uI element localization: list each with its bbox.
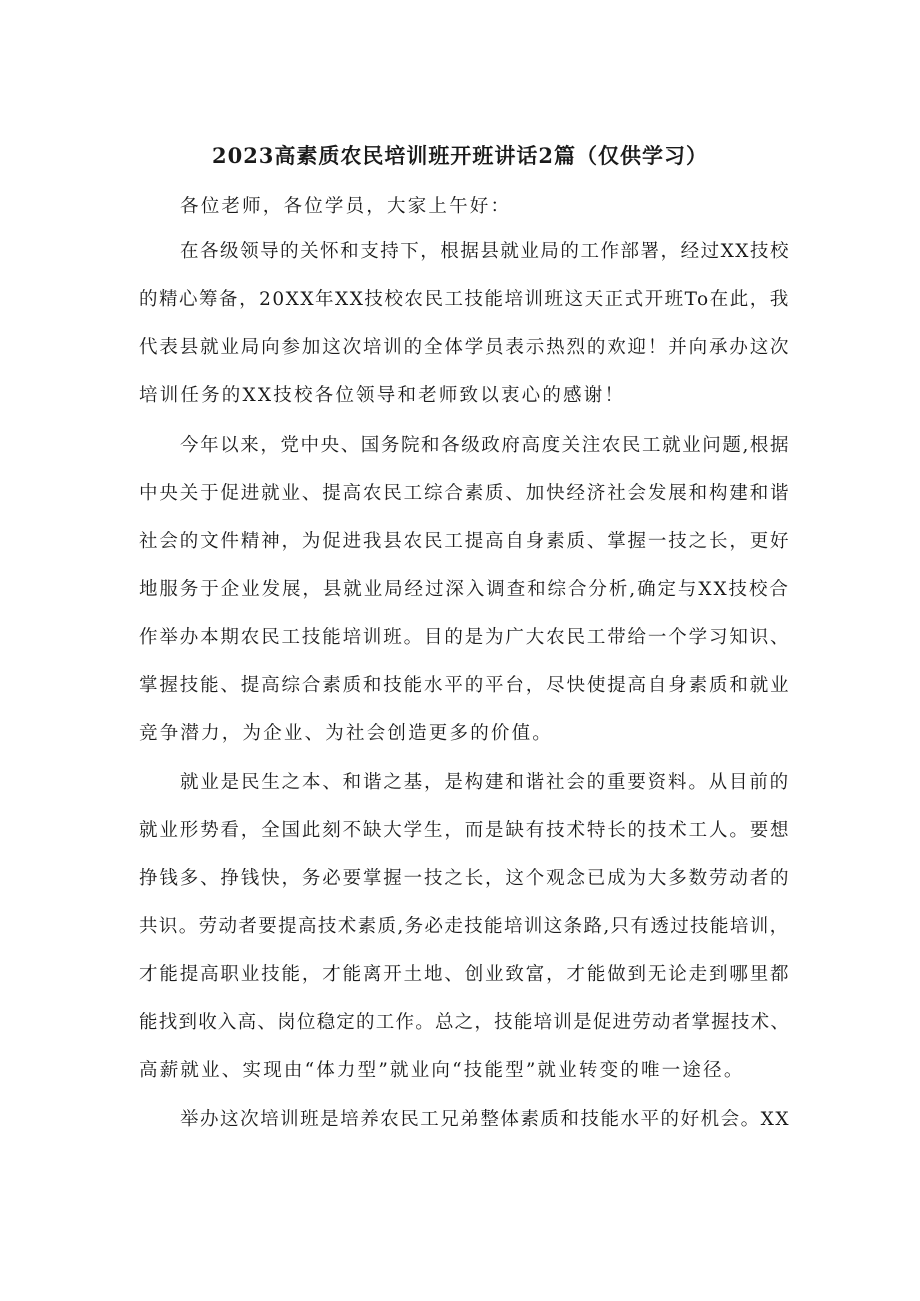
- paragraph-line: 掌握技能、提高综合素质和技能水平的平台，尽快使提高自身素质和就业: [139, 675, 791, 696]
- document-title: 2023高素质农民培训班开班讲话2篇（仅供学习）: [211, 143, 709, 168]
- paragraph-line: 共识。劳动者要提高技术素质,务必走技能培训这条路,只有透过技能培训，: [139, 916, 790, 937]
- paragraph-line: 能找到收入高、岗位稳定的工作。总之，技能培训是促进劳动者掌握技术、: [139, 1012, 791, 1033]
- paragraph-line: 的精心筹备，20XX年XX技校农民工技能培训班这天正式开班To在此，我: [139, 289, 790, 310]
- paragraph-line: 代表县就业局向参加这次培训的全体学员表示热烈的欢迎！并向承办这次: [139, 337, 791, 358]
- paragraph-line: 各位老师，各位学员，大家上午好：: [180, 196, 512, 217]
- paragraph-line: 高薪就业、实现由“体力型”就业向“技能型”就业转变的唯一途径。: [139, 1060, 745, 1081]
- paragraph-line: 今年以来，党中央、国务院和各级政府高度关注农民工就业问题,根据: [180, 435, 791, 456]
- paragraph-line: 才能提高职业技能，才能离开土地、创业致富，才能做到无论走到哪里都: [139, 964, 791, 985]
- paragraph-line: 竞争潜力，为企业、为社会创造更多的价值。: [139, 723, 554, 744]
- paragraph-line: 在各级领导的关怀和支持下，根据县就业局的工作部署，经过XX技校: [180, 241, 791, 262]
- paragraph-line: 就业形势看，全国此刻不缺大学生，而是缺有技术特长的技术工人。要想: [139, 820, 791, 841]
- paragraph-line: 举办这次培训班是培养农民工兄弟整体素质和技能水平的好机会。XX: [180, 1109, 791, 1130]
- paragraph-line: 挣钱多、挣钱快，务必要掌握一技之长，这个观念已成为大多数劳动者的: [139, 868, 791, 889]
- paragraph-line: 培训任务的XX技校各位领导和老师致以衷心的感谢！: [139, 385, 626, 406]
- paragraph-line: 就业是民生之本、和谐之基，是构建和谐社会的重要资料。从目前的: [180, 772, 791, 793]
- paragraph-line: 社会的文件精神，为促进我县农民工提高自身素质、掌握一技之长，更好: [139, 531, 791, 552]
- paragraph-line: 地服务于企业发展，县就业局经过深入调查和综合分析,确定与XX技校合: [139, 579, 790, 600]
- paragraph-line: 作举办本期农民工技能培训班。目的是为广大农民工带给一个学习知识、: [139, 627, 791, 648]
- paragraph-line: 中央关于促进就业、提高农民工综合素质、加快经济社会发展和构建和谐: [139, 483, 791, 504]
